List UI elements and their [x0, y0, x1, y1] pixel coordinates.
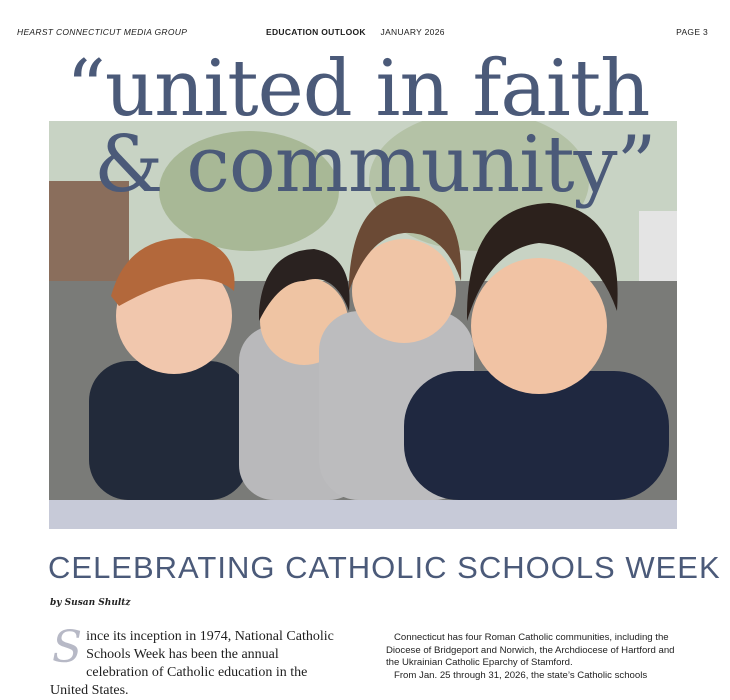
- article-column-2: [386, 632, 686, 682]
- headline-line-2: & community”: [94, 120, 656, 210]
- byline: by Susan Shultz: [50, 598, 131, 608]
- article-title: CELEBRATING CATHOLIC SCHOOLS WEEK: [48, 550, 721, 585]
- paragraph: Connecticut has four Roman Catholic communities, including the Diocese of Bridgeport and Norwich, the Archdiocese of Hartford and the Ukrainian Catholic Eparchy of Stamford.: [386, 632, 675, 668]
- headline: [0, 38, 730, 238]
- article-lead: [50, 622, 340, 700]
- page-number: PAGE 3: [676, 27, 708, 37]
- lead-text: ince its inception in 1974, National Catholic Schools Week has been the annual celebration of Catholic education in the United States.: [50, 629, 334, 698]
- section-name: EDUCATION OUTLOOK: [266, 27, 366, 37]
- headline-line-1: “united in faith: [66, 44, 650, 134]
- section-date: [266, 27, 445, 37]
- paragraph: From Jan. 25 through 31, 2026, the state’s Catholic schools: [394, 669, 648, 681]
- issue-date: JANUARY 2026: [380, 27, 445, 37]
- publisher-name: HEARST CONNECTICUT MEDIA GROUP: [17, 27, 188, 37]
- photo-caption-band: [49, 500, 677, 529]
- drop-cap: S: [52, 622, 83, 673]
